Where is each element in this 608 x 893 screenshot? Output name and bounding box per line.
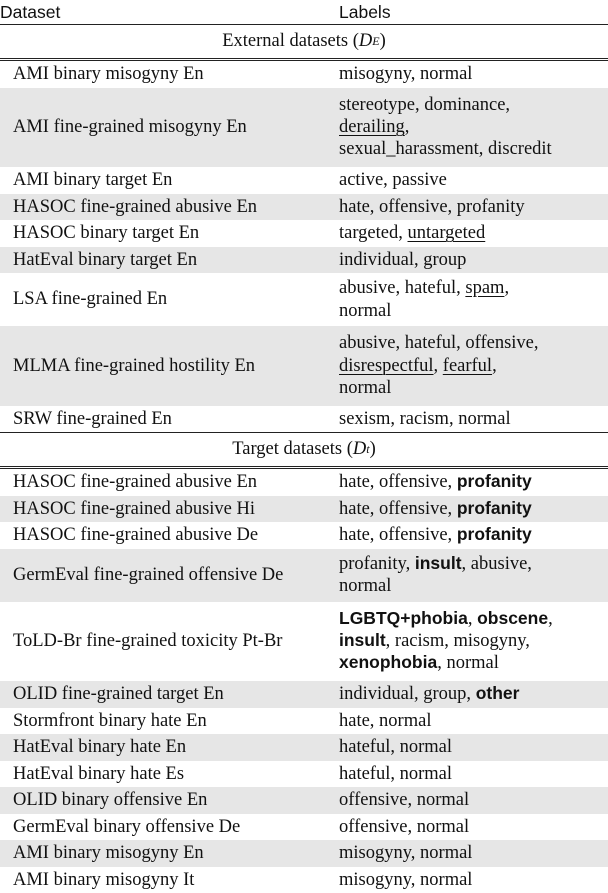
labels-line (339, 498, 604, 520)
labels-line (339, 763, 604, 785)
labels-cell (326, 710, 608, 732)
dataset-cell: LSA fine-grained En (0, 288, 326, 310)
labels-line (339, 471, 604, 493)
section-external-prefix: External datasets ( (222, 30, 359, 52)
label-text: , abusive, (462, 554, 532, 574)
dataset-cell: AMI binary misogyny En (0, 842, 326, 864)
labels-cell (326, 277, 608, 321)
labels-line (339, 332, 604, 354)
section-external-var: D (359, 30, 372, 52)
dataset-cell: MLMA fine-grained hostility En (0, 355, 326, 377)
label-text: , (492, 356, 497, 376)
label-underlined: untargeted (408, 223, 486, 243)
label-text: active, passive (339, 170, 447, 190)
dataset-cell: ToLD-Br fine-grained toxicity Pt-Br (0, 630, 326, 652)
labels-cell (326, 471, 608, 493)
labels-cell (326, 196, 608, 218)
label-bold: xenophobia (339, 652, 437, 672)
dataset-cell: GermEval fine-grained offensive De (0, 564, 326, 586)
label-text: targeted, (339, 223, 408, 243)
label-bold: profanity (457, 498, 532, 518)
label-bold: profanity (457, 524, 532, 544)
labels-line (339, 355, 604, 377)
labels-cell (326, 63, 608, 85)
labels-cell (326, 553, 608, 597)
labels-cell (326, 763, 608, 785)
labels-cell (326, 498, 608, 520)
labels-line (339, 377, 604, 399)
label-text: normal (339, 576, 391, 596)
label-text: sexism, racism, normal (339, 409, 511, 429)
dataset-cell: HASOC fine-grained abusive De (0, 524, 326, 546)
table-row (0, 326, 608, 406)
table-row (0, 787, 608, 814)
table-row (0, 167, 608, 194)
label-text: misogyny, normal (339, 870, 472, 890)
labels-cell (326, 816, 608, 838)
labels-line (339, 249, 604, 271)
table-row (0, 814, 608, 841)
label-bold: LGBTQ+phobia (339, 608, 468, 628)
label-underlined: derailing (339, 117, 405, 137)
labels-line (339, 169, 604, 191)
labels-cell (326, 736, 608, 758)
label-text: abusive, hateful, (339, 278, 465, 298)
dataset-cell: HatEval binary hate En (0, 736, 326, 758)
label-text: , (468, 609, 477, 629)
table-row (0, 247, 608, 274)
labels-line (339, 222, 604, 244)
labels-line (339, 630, 604, 652)
dataset-cell: OLID fine-grained target En (0, 683, 326, 705)
table-row (0, 734, 608, 761)
label-underlined: fearful (443, 356, 492, 376)
label-text: normal (339, 378, 391, 398)
table-row (0, 194, 608, 221)
labels-cell (326, 222, 608, 244)
label-text: abusive, hateful, offensive, (339, 333, 539, 353)
labels-line (339, 138, 604, 160)
labels-line (339, 63, 604, 85)
table-row (0, 549, 608, 602)
label-text: hate, offensive, profanity (339, 197, 525, 217)
external-rows (0, 61, 608, 432)
dataset-cell: HASOC fine-grained abusive Hi (0, 498, 326, 520)
label-text: offensive, normal (339, 790, 469, 810)
labels-line (339, 553, 604, 575)
label-text: stereotype, dominance, (339, 95, 510, 115)
table-row (0, 681, 608, 708)
labels-line (339, 408, 604, 430)
labels-cell (326, 94, 608, 161)
label-bold: other (476, 683, 520, 703)
label-text: , racism, misogyny, (386, 631, 530, 651)
table-row (0, 840, 608, 867)
label-text: , (434, 356, 443, 376)
label-underlined: spam (465, 278, 504, 298)
label-text: hate, offensive, (339, 472, 457, 492)
section-target-sub: t (366, 442, 369, 456)
label-bold: insult (415, 553, 462, 573)
labels-line (339, 196, 604, 218)
labels-cell (326, 842, 608, 864)
dataset-cell: HASOC fine-grained abusive En (0, 196, 326, 218)
table-row (0, 61, 608, 88)
labels-cell (326, 332, 608, 399)
dataset-cell: OLID binary offensive En (0, 789, 326, 811)
label-text: misogyny, normal (339, 64, 472, 84)
labels-cell (326, 608, 608, 675)
dataset-cell: Stormfront binary hate En (0, 710, 326, 732)
dataset-cell: HASOC binary target En (0, 222, 326, 244)
dataset-cell: HatEval binary hate Es (0, 763, 326, 785)
labels-line (339, 94, 604, 116)
section-target-suffix: ) (370, 438, 376, 460)
dataset-cell: AMI binary target En (0, 169, 326, 191)
label-bold: insult (339, 630, 386, 650)
table-header (0, 0, 608, 24)
labels-line (339, 683, 604, 705)
labels-line (339, 789, 604, 811)
label-text: misogyny, normal (339, 843, 472, 863)
header-labels: Labels (326, 2, 608, 23)
table-row (0, 273, 608, 326)
section-target-title (0, 433, 608, 466)
label-underlined: disrespectful (339, 356, 434, 376)
dataset-cell: HASOC fine-grained abusive En (0, 471, 326, 493)
labels-cell (326, 789, 608, 811)
target-rows (0, 469, 608, 893)
label-text: , (548, 609, 553, 629)
labels-line (339, 524, 604, 546)
section-external-title (0, 25, 608, 58)
label-text: hateful, normal (339, 737, 452, 757)
label-text: hateful, normal (339, 764, 452, 784)
label-text: normal (339, 301, 391, 321)
labels-line (339, 277, 604, 299)
labels-cell (326, 169, 608, 191)
table-row (0, 496, 608, 523)
labels-line (339, 736, 604, 758)
label-text: individual, group, (339, 684, 476, 704)
labels-cell (326, 249, 608, 271)
table-row (0, 522, 608, 549)
table-row (0, 88, 608, 168)
table-row (0, 602, 608, 682)
dataset-cell: AMI binary misogyny En (0, 63, 326, 85)
labels-line (339, 816, 604, 838)
dataset-cell: SRW fine-grained En (0, 408, 326, 430)
label-text: , normal (437, 653, 499, 673)
labels-line (339, 575, 604, 597)
table-row (0, 867, 608, 893)
labels-line (339, 652, 604, 674)
label-text: offensive, normal (339, 817, 469, 837)
labels-cell (326, 408, 608, 430)
section-external-suffix: ) (380, 30, 386, 52)
table-row (0, 406, 608, 433)
label-bold: profanity (457, 471, 532, 491)
labels-cell (326, 683, 608, 705)
table-row (0, 761, 608, 788)
header-dataset: Dataset (0, 2, 326, 23)
label-text: hate, offensive, (339, 499, 457, 519)
label-text: hate, normal (339, 711, 431, 731)
label-text: profanity, (339, 554, 415, 574)
label-text: , (504, 278, 509, 298)
labels-line (339, 300, 604, 322)
section-target-prefix: Target datasets ( (232, 438, 353, 460)
labels-line (339, 710, 604, 732)
label-text: hate, offensive, (339, 525, 457, 545)
section-external-sub: E (372, 34, 379, 48)
dataset-cell: AMI binary misogyny It (0, 869, 326, 891)
label-text: individual, group (339, 250, 466, 270)
labels-line (339, 608, 604, 630)
table-row (0, 220, 608, 247)
labels-line (339, 116, 604, 138)
label-text: , (405, 117, 410, 137)
label-text: sexual_harassment, discredit (339, 139, 552, 159)
dataset-cell: HatEval binary target En (0, 249, 326, 271)
labels-cell (326, 524, 608, 546)
labels-line (339, 842, 604, 864)
table-row (0, 469, 608, 496)
dataset-cell: AMI fine-grained misogyny En (0, 116, 326, 138)
label-bold: obscene (477, 608, 548, 628)
section-target-var: D (353, 438, 366, 460)
dataset-cell: GermEval binary offensive De (0, 816, 326, 838)
table-row (0, 708, 608, 735)
